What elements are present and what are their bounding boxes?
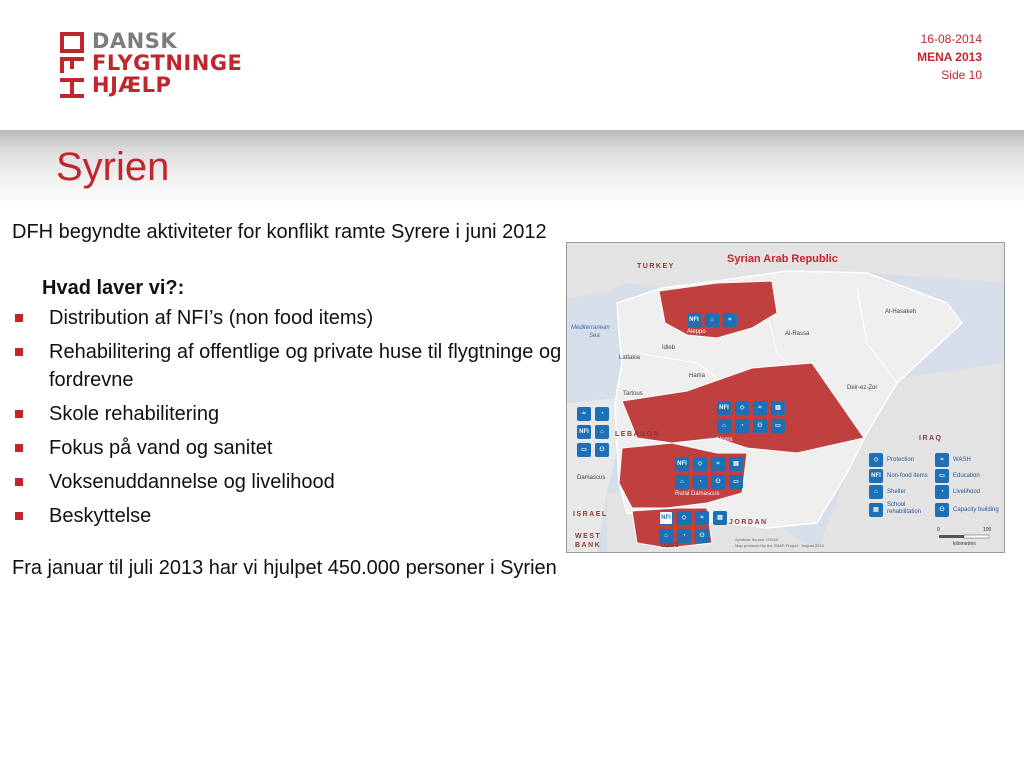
label-sea-2: Sea	[589, 333, 600, 339]
bullet-square-icon	[15, 512, 23, 520]
legend-school-2: rehabilitation	[887, 509, 922, 515]
list-item-text: Distribution af NFI’s (non food items)	[49, 307, 374, 329]
legend-capacity: Capacity building	[953, 507, 999, 513]
slide-page-number: Side 10	[941, 68, 982, 82]
protection-icon: ◇	[869, 453, 883, 467]
capacity-building-icon: ⚇	[753, 419, 767, 433]
label-lebanon: LEBANON	[615, 431, 661, 438]
city-alhasakeh: Al-Hasakeh	[885, 309, 917, 315]
list-item-text: Beskyttelse	[49, 505, 152, 527]
wash-icon: ≈	[723, 313, 737, 327]
list-item-text: Skole rehabilitering	[49, 403, 220, 425]
shelter-icon: ⌂	[659, 529, 673, 543]
legend-education: Education	[953, 473, 980, 479]
education-icon: ▭	[729, 475, 743, 489]
wash-icon: ≈	[695, 511, 709, 525]
city-idleb: Idleb	[662, 345, 676, 351]
legend-protection: Protection	[887, 457, 915, 463]
shelter-icon: ⌂	[595, 425, 609, 439]
bullet-square-icon	[15, 348, 23, 356]
logo-wordmark	[92, 30, 242, 96]
school-icon: ▤	[771, 401, 785, 415]
shelter-icon: ⌂	[869, 485, 883, 499]
list-item	[12, 502, 562, 530]
school-icon: ▤	[713, 511, 727, 525]
slide-title: Syrien	[56, 145, 170, 189]
livelihood-icon: ◔	[677, 529, 691, 543]
label-jordan: JORDAN	[729, 519, 768, 526]
capacity-building-icon: ⚇	[695, 529, 709, 543]
slide-body	[12, 218, 562, 582]
school-icon: ▤	[869, 503, 883, 517]
legend-livelihood: Livelihood	[953, 489, 981, 495]
label-westbank-1: WEST	[575, 533, 602, 540]
list-item-text: Fokus på vand og sanitet	[49, 437, 273, 459]
bullet-square-icon	[15, 410, 23, 418]
legend-shelter: Shelter	[887, 489, 907, 495]
protection-icon: ◇	[735, 401, 749, 415]
bullet-square-icon	[15, 314, 23, 322]
dfh-vertical-mark	[60, 32, 84, 98]
legend-school-1: School	[887, 502, 906, 508]
scale-label-100: 100	[983, 527, 992, 533]
livelihood-icon: ◔	[595, 407, 609, 421]
list-item-text: Rehabilitering af offentlige og private huse til flygtninge og fordrevne	[49, 341, 562, 391]
bullet-list	[12, 304, 562, 530]
nfi-icon: NFI	[687, 313, 701, 327]
subheading: Hvad laver vi?:	[42, 277, 185, 299]
city-hama: Hama	[689, 373, 706, 379]
logo-line-1: DANSK	[92, 29, 178, 53]
capacity-building-icon: ⚇	[595, 443, 609, 457]
list-item-text: Voksenuddannelse og livelihood	[49, 471, 335, 493]
protection-icon: ◇	[677, 511, 691, 525]
bullet-square-icon	[15, 444, 23, 452]
slide-date: 16-08-2014	[920, 32, 982, 46]
education-icon: ▭	[935, 469, 949, 483]
livelihood-icon: ◔	[693, 475, 707, 489]
legend-wash: WASH	[953, 457, 971, 463]
city-tartous: Tartous	[623, 391, 643, 397]
wash-icon: ≈	[577, 407, 591, 421]
livelihood-icon: ◔	[735, 419, 749, 433]
wash-icon: ≈	[935, 453, 949, 467]
label-westbank-2: BANK	[575, 542, 602, 549]
label-turkey: TURKEY	[637, 263, 675, 270]
school-icon: ▤	[729, 457, 743, 471]
logo-line-3: HJÆLP	[92, 73, 172, 97]
wash-icon: ≈	[711, 457, 725, 471]
label-israel: ISRAEL	[573, 511, 608, 518]
shelter-icon: ⌂	[705, 313, 719, 327]
city-homs: Homs	[717, 437, 733, 443]
wash-icon: ≈	[753, 401, 767, 415]
nfi-icon: NFI	[577, 425, 591, 439]
capacity-building-icon: ⚇	[711, 475, 725, 489]
slide-meta	[917, 30, 982, 84]
map-title: Syrian Arab Republic	[727, 253, 838, 265]
nfi-icon: NFI	[717, 401, 731, 415]
list-item	[12, 468, 562, 496]
label-sea-1: Mediterranean	[571, 325, 610, 331]
slide-event: MENA 2013	[917, 50, 982, 64]
list-item	[12, 338, 562, 394]
list-item	[12, 434, 562, 462]
bullet-square-icon	[15, 478, 23, 486]
syria-activity-map	[566, 242, 1005, 553]
capacity-building-icon: ⚇	[935, 503, 949, 517]
legend-nfi: Non-food items	[887, 473, 928, 479]
label-iraq: IRAQ	[919, 435, 943, 442]
dfh-logo	[60, 29, 243, 100]
city-lattakia: Lattakia	[619, 355, 641, 361]
outro-paragraph: Fra januar til juli 2013 har vi hjulpet 450.000 personer i Syrien	[12, 557, 557, 579]
shelter-icon: ⌂	[717, 419, 731, 433]
map-source-1: Symbols Source: OCHA	[735, 537, 778, 542]
nfi-icon: NFI	[659, 511, 673, 525]
city-alrassa: Al-Rassa	[785, 331, 810, 337]
livelihood-icon: ◔	[935, 485, 949, 499]
education-icon: ▭	[577, 443, 591, 457]
map-source-2: Map produced by the SNAP Project · August 2013	[735, 543, 824, 548]
list-item	[12, 304, 562, 332]
shelter-icon: ⌂	[675, 475, 689, 489]
nfi-icon: NFI	[675, 457, 689, 471]
city-aleppo: Aleppo	[687, 329, 706, 335]
scale-unit: kilometres	[953, 541, 976, 547]
logo-line-2: FLYGTNINGE	[92, 51, 243, 75]
city-daraa: Dara'a	[661, 543, 679, 549]
city-damascus: Damascus	[577, 475, 606, 481]
scale-label-0: 0	[937, 527, 940, 533]
intro-paragraph: DFH begyndte aktiviteter for konflikt ramte Syrere i juni 2012	[12, 221, 547, 243]
education-icon: ▭	[771, 419, 785, 433]
city-rural-damascus: Rural Damascus	[675, 491, 720, 497]
list-item	[12, 400, 562, 428]
nfi-icon: NFI	[869, 469, 883, 483]
protection-icon: ◇	[693, 457, 707, 471]
city-deirezzor: Deir-ez-Zor	[847, 385, 878, 391]
